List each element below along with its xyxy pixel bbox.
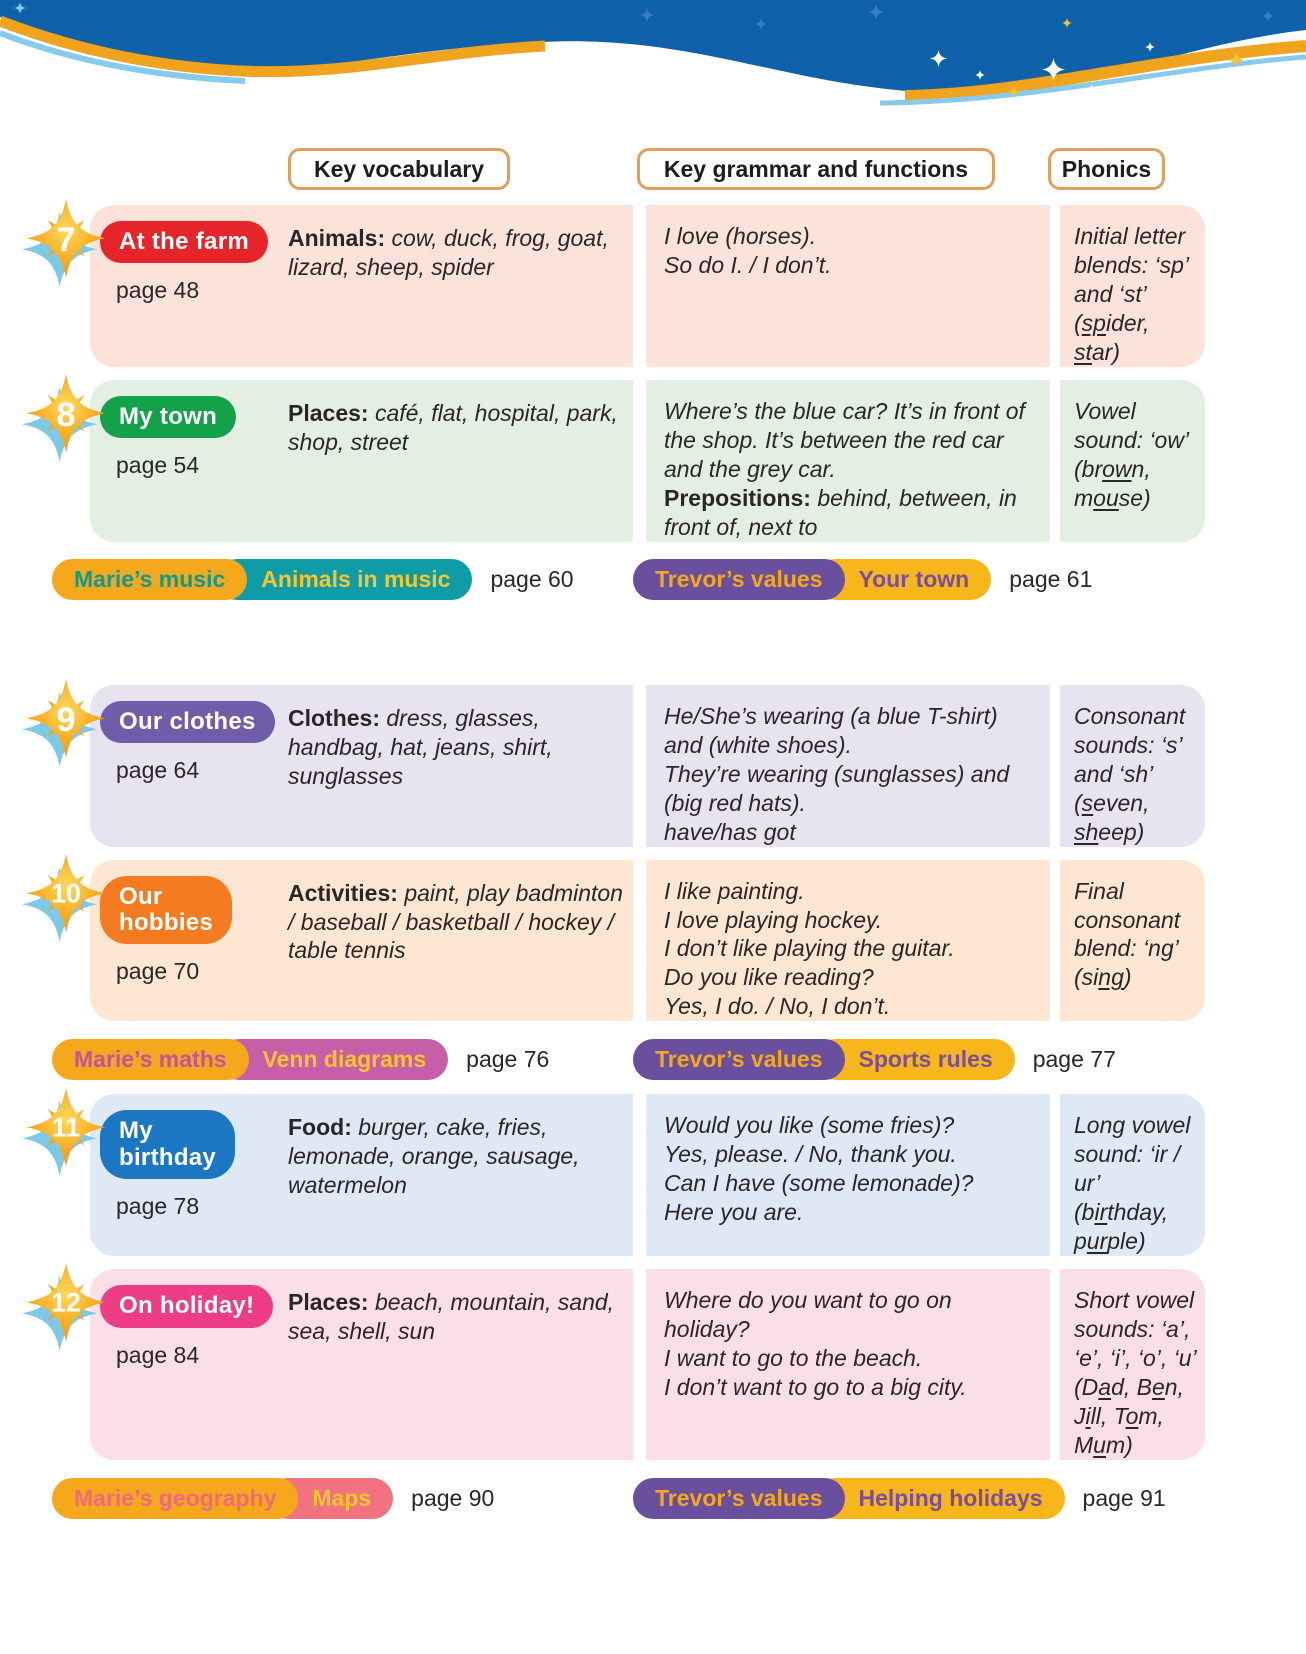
- unit-row-7: [56, 205, 1205, 367]
- feature-strip-maths: [0, 1034, 1306, 1084]
- unit-page: page 48: [116, 277, 200, 304]
- feature-strip-music: [0, 555, 1306, 605]
- svg-text:7: 7: [56, 220, 76, 259]
- unit-phonics: Initial letter blends: ‘sp’ and ‘st’ (spider, star): [1060, 205, 1205, 367]
- unit-vocabulary: Places: café, flat, hospital, park, shop, street: [288, 399, 618, 455]
- unit-number-badge: [22, 1088, 110, 1181]
- star-icon: [22, 854, 110, 942]
- unit-number-badge: [22, 374, 110, 467]
- unit-number-badge: [22, 854, 110, 947]
- unit-row-12: [51, 1269, 1205, 1460]
- unit-page: page 64: [116, 757, 200, 784]
- svg-text:10: 10: [51, 878, 81, 909]
- unit-phonics: Consonant sounds: ‘s’ and ‘sh’ (seven, sheep): [1060, 685, 1205, 847]
- unit-title-pill: Our hobbies: [100, 876, 232, 945]
- feature-pill: Trevor’s values: [633, 1478, 845, 1519]
- review-5-8-row: [0, 615, 1306, 677]
- unit-row-9: [56, 685, 1205, 847]
- unit-info: [56, 380, 286, 542]
- unit-grammar: Where do you want to go on holiday? I want to go to the beach. I don’t want to go to a big city.: [646, 1269, 1050, 1460]
- star-icon: [22, 374, 110, 462]
- feature-pill: Trevor’s values: [633, 1039, 845, 1080]
- star-icon: [22, 1088, 110, 1176]
- unit-vocabulary: Food: burger, cake, fries, lemonade, orange, sausage, watermelon: [288, 1114, 580, 1199]
- unit-title-pill: My birthday: [100, 1110, 235, 1179]
- feature-pill: Marie’s maths: [52, 1039, 249, 1080]
- svg-text:9: 9: [56, 700, 76, 739]
- feature-topic-pill: Animals in music: [217, 559, 472, 600]
- unit-row-8: [56, 380, 1205, 542]
- feature-pill: Marie’s music: [52, 559, 247, 600]
- unit-number-badge: [22, 1263, 110, 1356]
- contents-table: [0, 148, 1306, 1603]
- unit-page: page 54: [116, 452, 200, 479]
- unit-grammar: Where’s the blue car? It’s in front of the shop. It’s between the red car and the grey car. Prepositions: behind, between, in front of, next to: [646, 380, 1050, 542]
- feature-page: page 76: [466, 1045, 550, 1072]
- unit-info: [51, 860, 286, 1022]
- geography-left: [52, 1478, 494, 1519]
- star-icon: [22, 199, 110, 287]
- unit-info: [51, 1094, 286, 1256]
- unit-vocabulary: Places: beach, mountain, sand, sea, shell, sun: [288, 1289, 615, 1345]
- feature-page: page 90: [411, 1484, 495, 1511]
- unit-phonics: Short vowel sounds: ‘a’, ‘e’, ‘i’, ‘o’, ‘u’ (Dad, Ben, Jill, Tom, Mum): [1060, 1269, 1205, 1460]
- column-header-phonics: Phonics: [1048, 148, 1165, 190]
- column-headers: [0, 148, 1306, 190]
- unit-title-pill: At the farm: [100, 221, 268, 263]
- unit-grammar: He/She’s wearing (a blue T-shirt) and (white shoes). They’re wearing (sunglasses) and (big red hats). have/has got: [646, 685, 1050, 847]
- column-header-grammar: Key grammar and functions: [637, 148, 995, 190]
- column-header-vocabulary: Key vocabulary: [288, 148, 510, 190]
- unit-page: page 78: [116, 1193, 200, 1220]
- review-9-12-row: [0, 1533, 1306, 1595]
- unit-number-badge: [22, 679, 110, 772]
- feature-page: page 77: [1032, 1045, 1116, 1072]
- unit-title-pill: My town: [100, 396, 236, 438]
- unit-page: page 84: [116, 1341, 200, 1368]
- feature-pill: Marie’s geography: [52, 1478, 298, 1519]
- geography-right: [633, 1478, 1166, 1519]
- feature-topic-pill: Your town: [815, 559, 992, 600]
- feature-topic-pill: Venn diagrams: [219, 1039, 449, 1080]
- unit-number-badge: [22, 199, 110, 292]
- unit-info: [56, 685, 286, 847]
- unit-row-10: [51, 860, 1205, 1022]
- rows: [0, 205, 1306, 1595]
- unit-info: [51, 1269, 286, 1460]
- svg-text:11: 11: [51, 1113, 81, 1144]
- svg-text:8: 8: [56, 395, 76, 434]
- feature-topic-pill: Helping holidays: [815, 1478, 1065, 1519]
- feature-topic-pill: Sports rules: [815, 1039, 1015, 1080]
- unit-grammar: I like painting. I love playing hockey. I don’t like playing the guitar. Do you like reading? Yes, I do. / No, I don’t.: [646, 860, 1050, 1022]
- unit-vocabulary: Animals: cow, duck, frog, goat, lizard, sheep, spider: [288, 225, 609, 280]
- header-banner: [0, 0, 1306, 125]
- music-right: [633, 559, 1092, 600]
- feature-pill: Trevor’s values: [633, 559, 845, 600]
- feature-page: page 91: [1082, 1484, 1166, 1511]
- unit-page: page 70: [116, 958, 200, 985]
- feature-page: page 61: [1009, 566, 1093, 593]
- unit-phonics: Final consonant blend: ‘ng’ (sing): [1060, 860, 1205, 1022]
- star-icon: [22, 1263, 110, 1351]
- unit-row-11: [51, 1094, 1205, 1256]
- unit-phonics: Vowel sound: ‘ow’ (brown, mouse): [1060, 380, 1205, 542]
- unit-grammar: Would you like (some fries)? Yes, please. / No, thank you. Can I have (some lemonade)? Here you are.: [646, 1094, 1050, 1256]
- maths-right: [633, 1039, 1116, 1080]
- unit-vocabulary: Activities: paint, play badminton / baseball / basketball / hockey / table tennis: [288, 879, 623, 964]
- unit-title-pill: On holiday!: [100, 1285, 273, 1327]
- feature-topic-pill: Maps: [268, 1478, 393, 1519]
- unit-vocabulary: Clothes: dress, glasses, handbag, hat, jeans, shirt, sunglasses: [288, 704, 553, 789]
- unit-grammar: I love (horses). So do I. / I don’t.: [646, 205, 1050, 367]
- svg-text:12: 12: [51, 1287, 81, 1318]
- unit-title-pill: Our clothes: [100, 701, 275, 743]
- star-icon: [22, 679, 110, 767]
- feature-strip-geography: [0, 1473, 1306, 1523]
- maths-left: [52, 1039, 549, 1080]
- unit-phonics: Long vowel sound: ‘ir / ur’ (birthday, purple): [1060, 1094, 1205, 1256]
- feature-page: page 60: [490, 566, 574, 593]
- music-left: [52, 559, 574, 600]
- unit-info: [56, 205, 286, 367]
